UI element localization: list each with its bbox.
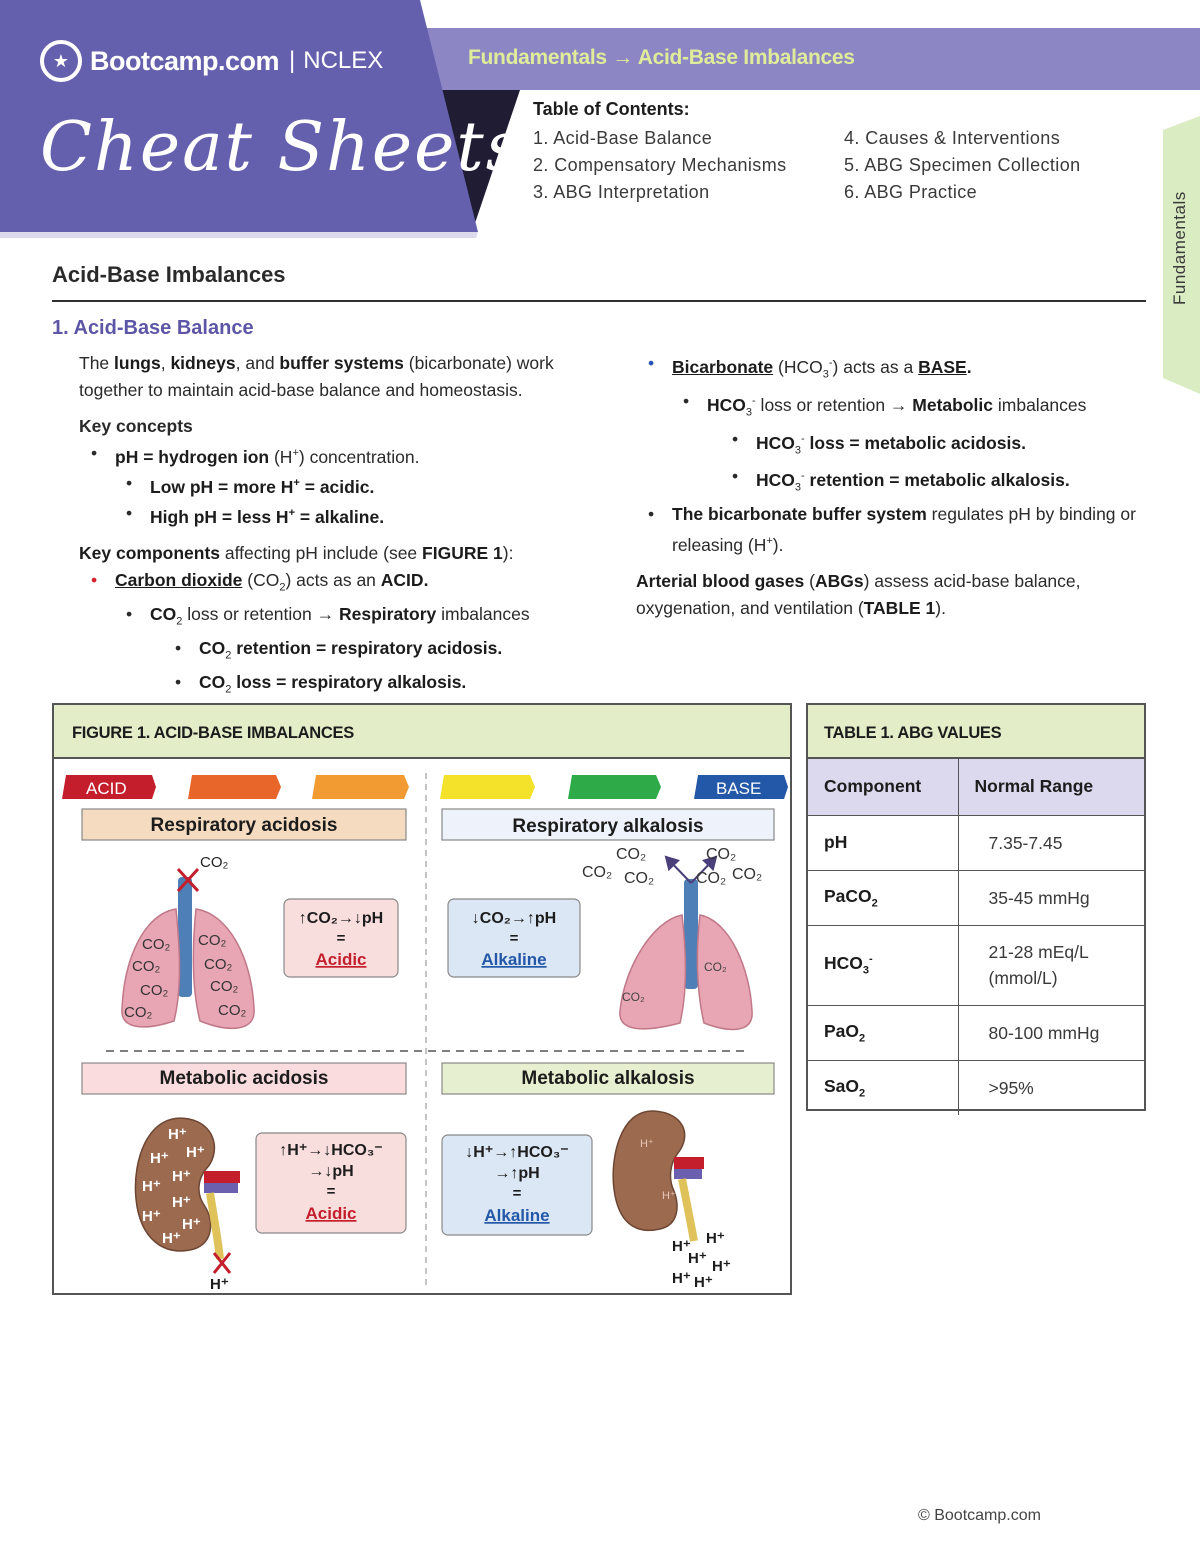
svg-text:↑CO₂→↓pH: ↑CO₂→↓pH bbox=[298, 910, 384, 927]
right-column bbox=[636, 350, 1156, 621]
left-column bbox=[79, 350, 619, 703]
svg-text:→↑pH: →↑pH bbox=[494, 1165, 540, 1182]
svg-text:↓H⁺→↑HCO₃⁻: ↓H⁺→↑HCO₃⁻ bbox=[465, 1144, 569, 1161]
toc-link[interactable]: 4. Causes & Interventions bbox=[844, 128, 1061, 148]
svg-text:H⁺: H⁺ bbox=[672, 1238, 691, 1255]
brand-name: Bootcamp.com bbox=[90, 45, 280, 76]
brand-separator: | bbox=[289, 47, 296, 74]
table-cell: 7.35-7.45 bbox=[958, 815, 1144, 870]
list-item: • High pH = less H+ = alkaline. bbox=[79, 500, 619, 530]
svg-text:H⁺: H⁺ bbox=[172, 1194, 191, 1211]
svg-text:↓CO₂→↑pH: ↓CO₂→↑pH bbox=[471, 910, 557, 927]
table-row bbox=[808, 1005, 1144, 1060]
abg-paragraph: Arterial blood gases (ABGs) assess acid-base balance, oxygenation, and ventilation (TABLE 1). bbox=[636, 571, 1081, 618]
brand-logo[interactable] bbox=[40, 40, 383, 82]
svg-text:CO₂: CO₂ bbox=[696, 870, 727, 887]
list-item: • Carbon dioxide $(CO_2)$ acts as an ACID. bbox=[79, 567, 619, 601]
svg-text:H⁺: H⁺ bbox=[162, 1230, 181, 1247]
table-cell: SaO$_2$ bbox=[808, 1060, 958, 1115]
svg-text:CO₂: CO₂ bbox=[140, 982, 169, 999]
list-item: • $CO_2$ loss or retention → Respiratory imbalances bbox=[79, 601, 619, 635]
list-item: • Bicarbonate $(HCO_3^-)$ acts as a BASE. bbox=[636, 350, 1156, 388]
star-icon: ★ bbox=[40, 40, 82, 82]
svg-text:H⁺: H⁺ bbox=[182, 1216, 201, 1233]
svg-text:Metabolic acidosis: Metabolic acidosis bbox=[159, 1068, 329, 1089]
svg-text:CO₂: CO₂ bbox=[624, 870, 655, 887]
svg-text:Metabolic alkalosis: Metabolic alkalosis bbox=[521, 1068, 695, 1089]
svg-text:CO₂: CO₂ bbox=[732, 866, 763, 883]
svg-text:H⁺: H⁺ bbox=[640, 1138, 654, 1150]
scale-segment-5 bbox=[568, 775, 661, 799]
key-concepts-title: Key concepts bbox=[79, 416, 193, 436]
svg-text:H⁺: H⁺ bbox=[706, 1230, 725, 1247]
svg-text:CO₂: CO₂ bbox=[616, 846, 647, 863]
table-cell: >95% bbox=[958, 1060, 1144, 1115]
svg-text:=: = bbox=[326, 1183, 336, 1200]
list-item: • $HCO_3^-$ loss or retention → Metabolic imbalances bbox=[636, 388, 1156, 426]
svg-text:Acidic: Acidic bbox=[315, 950, 367, 969]
table-cell: PaO$_2$ bbox=[808, 1005, 958, 1060]
script-title: Cheat Sheets bbox=[40, 108, 523, 187]
list-item: • $HCO_3^-$ loss = metabolic acidosis. bbox=[636, 426, 1156, 464]
list-item: • Low pH = more H+ = acidic. bbox=[79, 470, 619, 500]
svg-text:CO₂: CO₂ bbox=[200, 854, 229, 871]
svg-text:Acidic: Acidic bbox=[305, 1204, 357, 1223]
svg-text:CO₂: CO₂ bbox=[218, 1002, 247, 1019]
page-title: Acid-Base Imbalances bbox=[52, 262, 286, 287]
toc-link[interactable]: 3. ABG Interpretation bbox=[533, 182, 710, 202]
divider bbox=[52, 300, 1146, 302]
svg-text:CO₂: CO₂ bbox=[706, 846, 737, 863]
svg-text:CO₂: CO₂ bbox=[132, 958, 161, 975]
table-header: Component bbox=[808, 759, 958, 815]
toc-title: Table of Contents: bbox=[533, 99, 690, 119]
abg-values-table bbox=[806, 703, 1146, 1111]
scale-segment-4 bbox=[440, 775, 535, 799]
figure-diagram bbox=[54, 759, 790, 1293]
svg-text:CO₂: CO₂ bbox=[622, 990, 645, 1004]
list-item: • pH = hydrogen ion (H+) concentration. bbox=[79, 440, 619, 470]
svg-text:CO₂: CO₂ bbox=[142, 936, 171, 953]
table-row bbox=[808, 815, 1144, 870]
table-row bbox=[808, 870, 1144, 925]
table-cell: PaCO$_2$ bbox=[808, 870, 958, 925]
toc-link[interactable]: 5. ABG Specimen Collection bbox=[844, 155, 1081, 175]
panel-metabolic-alkalosis bbox=[442, 1063, 774, 1291]
svg-text:H⁺: H⁺ bbox=[186, 1144, 205, 1161]
table-cell: 80-100 mmHg bbox=[958, 1005, 1144, 1060]
table-cell: 21-28 mEq/L (mmol/L) bbox=[958, 925, 1144, 1005]
table-cell: $HCO_3^-$ bbox=[808, 925, 958, 1005]
table-cell: pH bbox=[808, 815, 958, 870]
list-item: • $CO_2$ loss = respiratory alkalosis. bbox=[79, 669, 619, 703]
scale-label-acid: ACID bbox=[86, 779, 127, 798]
footer-copyright: © Bootcamp.com bbox=[918, 1507, 1041, 1524]
panel-respiratory-alkalosis bbox=[442, 809, 774, 1029]
ph-scale bbox=[62, 775, 788, 799]
side-tab-label: Fundamentals bbox=[1170, 191, 1189, 305]
figure-acid-base bbox=[52, 703, 792, 1295]
brand-sub: NCLEX bbox=[303, 47, 384, 74]
breadcrumb: Fundamentals → Acid-Base Imbalances bbox=[468, 46, 855, 69]
svg-text:↑H⁺→↓HCO₃⁻: ↑H⁺→↓HCO₃⁻ bbox=[279, 1142, 383, 1159]
svg-text:H⁺: H⁺ bbox=[142, 1178, 161, 1195]
toc-link[interactable]: 2. Compensatory Mechanisms bbox=[533, 155, 787, 175]
svg-text:Respiratory acidosis: Respiratory acidosis bbox=[150, 815, 338, 836]
svg-text:=: = bbox=[336, 930, 346, 947]
panel-respiratory-acidosis bbox=[82, 809, 406, 1028]
key-components-line: Key components affecting pH include (see FIGURE 1): bbox=[79, 543, 514, 564]
svg-text:CO₂: CO₂ bbox=[124, 1004, 153, 1021]
svg-text:CO₂: CO₂ bbox=[582, 864, 613, 881]
svg-text:CO₂: CO₂ bbox=[704, 960, 727, 974]
svg-text:H⁺: H⁺ bbox=[172, 1168, 191, 1185]
svg-text:=: = bbox=[512, 1185, 522, 1202]
scale-segment-2 bbox=[188, 775, 281, 799]
svg-text:H⁺: H⁺ bbox=[694, 1274, 713, 1291]
svg-text:CO₂: CO₂ bbox=[204, 956, 233, 973]
svg-text:H⁺: H⁺ bbox=[210, 1276, 229, 1293]
svg-text:→↓pH: →↓pH bbox=[308, 1163, 354, 1180]
toc-link[interactable]: 1. Acid-Base Balance bbox=[533, 128, 713, 148]
svg-text:H⁺: H⁺ bbox=[662, 1190, 676, 1202]
section-heading: 1. Acid-Base Balance bbox=[52, 317, 254, 339]
svg-text:H⁺: H⁺ bbox=[168, 1126, 187, 1143]
intro-paragraph: The lungs, kidneys, and buffer systems (bicarbonate) work together to maintain acid-base balance and homeostasis. bbox=[79, 353, 554, 400]
svg-text:Alkaline: Alkaline bbox=[484, 1206, 550, 1225]
table-cell: 35-45 mmHg bbox=[958, 870, 1144, 925]
list-item: • The bicarbonate buffer system regulates pH by binding or releasing (H+). bbox=[636, 501, 1156, 558]
table-row bbox=[808, 1060, 1144, 1115]
toc-column-2 bbox=[844, 126, 1081, 207]
svg-text:H⁺: H⁺ bbox=[672, 1270, 691, 1287]
svg-text:CO₂: CO₂ bbox=[198, 932, 227, 949]
scale-segment-3 bbox=[312, 775, 409, 799]
svg-text:=: = bbox=[509, 930, 519, 947]
table bbox=[808, 759, 1144, 1115]
table-title: TABLE 1. ABG VALUES bbox=[824, 724, 1002, 742]
svg-text:H⁺: H⁺ bbox=[150, 1150, 169, 1167]
svg-text:Alkaline: Alkaline bbox=[481, 950, 547, 969]
figure-title: FIGURE 1. ACID-BASE IMBALANCES bbox=[72, 724, 354, 742]
scale-label-base: BASE bbox=[716, 779, 762, 798]
table-row bbox=[808, 925, 1144, 1005]
list-item: • $CO_2$ retention = respiratory acidosis. bbox=[79, 635, 619, 669]
table-header-row bbox=[808, 759, 1144, 815]
table-title-bar bbox=[808, 705, 1144, 759]
svg-text:H⁺: H⁺ bbox=[142, 1208, 161, 1225]
toc-link[interactable]: 6. ABG Practice bbox=[844, 182, 978, 202]
panel-metabolic-acidosis bbox=[82, 1063, 406, 1293]
svg-text:H⁺: H⁺ bbox=[712, 1258, 731, 1275]
list-item: • $HCO_3^-$ retention = metabolic alkalosis. bbox=[636, 463, 1156, 501]
table-header: Normal Range bbox=[958, 759, 1144, 815]
figure-title-bar bbox=[54, 705, 790, 759]
svg-text:H⁺: H⁺ bbox=[688, 1250, 707, 1267]
toc-column-1 bbox=[533, 126, 787, 207]
svg-text:CO₂: CO₂ bbox=[210, 978, 239, 995]
svg-text:Respiratory alkalosis: Respiratory alkalosis bbox=[512, 816, 704, 837]
